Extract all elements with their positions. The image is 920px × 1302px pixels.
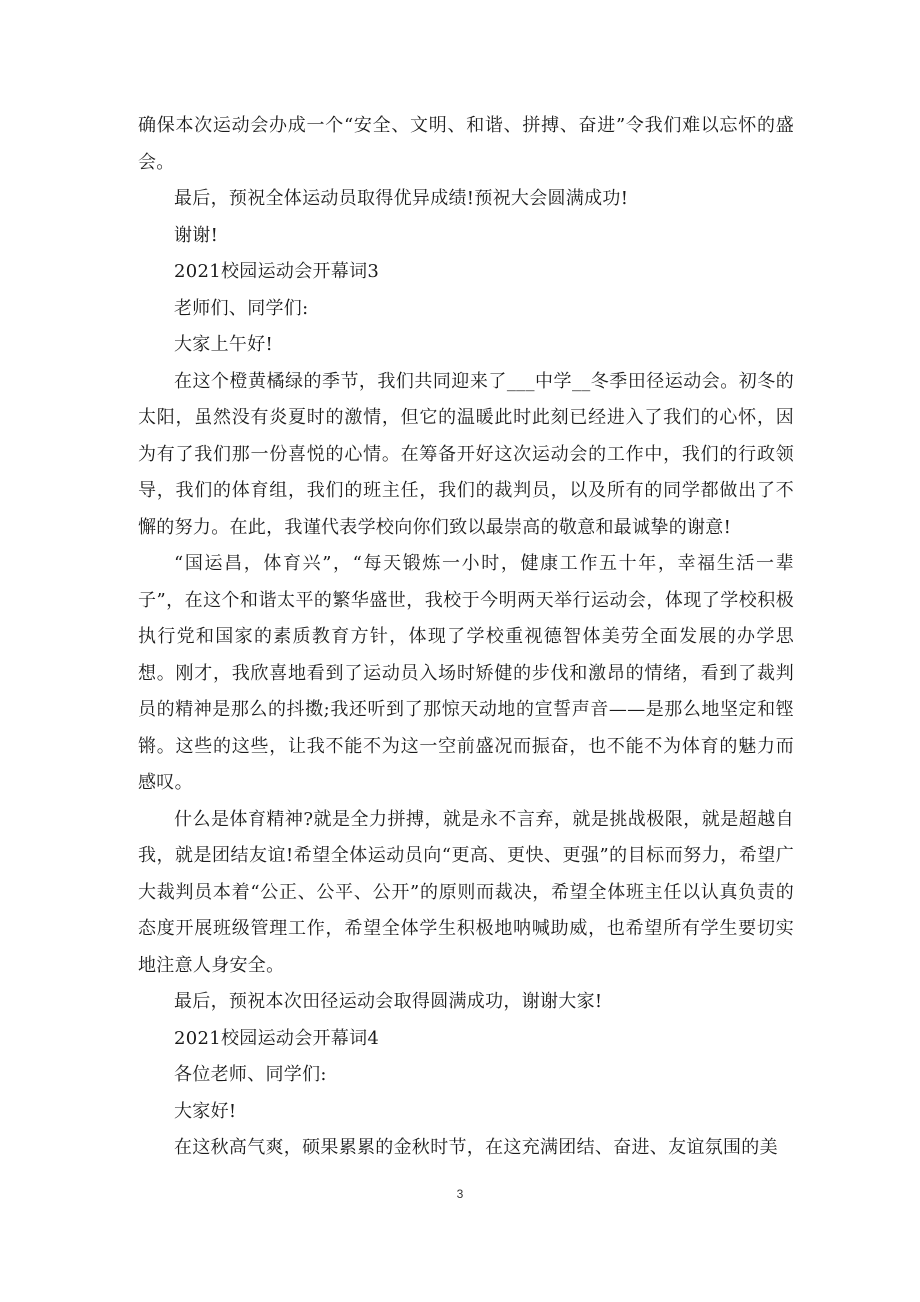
greeting: 大家好! bbox=[174, 1100, 237, 1122]
paragraph: 什么是体育精神?就是全力拼搏，就是永不言弃，就是挑战极限，就是超越自我，就是团结友谊!希望全体运动员向“更高、更快、更强”的目标而努力，希望广大裁判员本着“公正、公平、公开”的原则而裁决，希望全体班主任以认真负责的态度开展班级管理工作，希望全体学生积极地呐喊助威，也希望所有学生要切实地注意人身安全。 bbox=[138, 808, 794, 976]
paragraph: 确保本次运动会办成一个“安全、文明、和谐、拼搏、奋进”令我们难以忘怀的盛会。 bbox=[138, 115, 794, 173]
salutation: 老师们、同学们: bbox=[174, 297, 309, 319]
paragraph: 谢谢! bbox=[174, 224, 219, 246]
paragraph: 最后，预祝全体运动员取得优异成绩!预祝大会圆满成功! bbox=[174, 188, 629, 209]
salutation: 各位老师、同学们: bbox=[174, 1064, 327, 1085]
section-heading: 2021校园运动会开幕词3 bbox=[174, 261, 380, 282]
section-heading: 2021校园运动会开幕词4 bbox=[174, 1027, 380, 1049]
paragraph: 在这个橙黄橘绿的季节，我们共同迎来了___中学__冬季田径运动会。初冬的太阳，虽然没有炎夏时的激情，但它的温暖此时此刻已经进入了我们的心怀，因为有了我们那一份喜悦的心情。在筹备开好这次运动会的工作中，我们的行政领导，我们的体育组，我们的班主任，我们的裁判员，以及所有的同学都做出了不懈的努力。在此，我谨代表学校向你们致以最崇高的敬意和最诚挚的谢意! bbox=[138, 370, 794, 538]
document-body bbox=[138, 108, 794, 1167]
greeting: 大家上午好! bbox=[174, 334, 274, 355]
page-number: 3 bbox=[456, 1187, 464, 1201]
paragraph: “国运昌，体育兴”，“每天锻炼一小时，健康工作五十年，幸福生活一辈子”，在这个和谐太平的繁华盛世，我校于今明两天举行运动会，体现了学校积极执行党和国家的素质教育方针，体现了学校重视德智体美劳全面发展的办学思想。刚才，我欣喜地看到了运动员入场时矫健的步伐和激昂的情绪，看到了裁判员的精神是那么的抖擞;我还听到了那惊天动地的宣誓声音——是那么地坚定和铿锵。这些的这些，让我不能不为这一空前盛况而振奋，也不能不为体育的魅力而感叹。 bbox=[138, 553, 794, 793]
paragraph: 在这秋高气爽，硕果累累的金秋时节，在这充满团结、奋进、友谊氛围的美 bbox=[174, 1137, 778, 1158]
paragraph: 最后，预祝本次田径运动会取得圆满成功，谢谢大家! bbox=[174, 991, 603, 1012]
